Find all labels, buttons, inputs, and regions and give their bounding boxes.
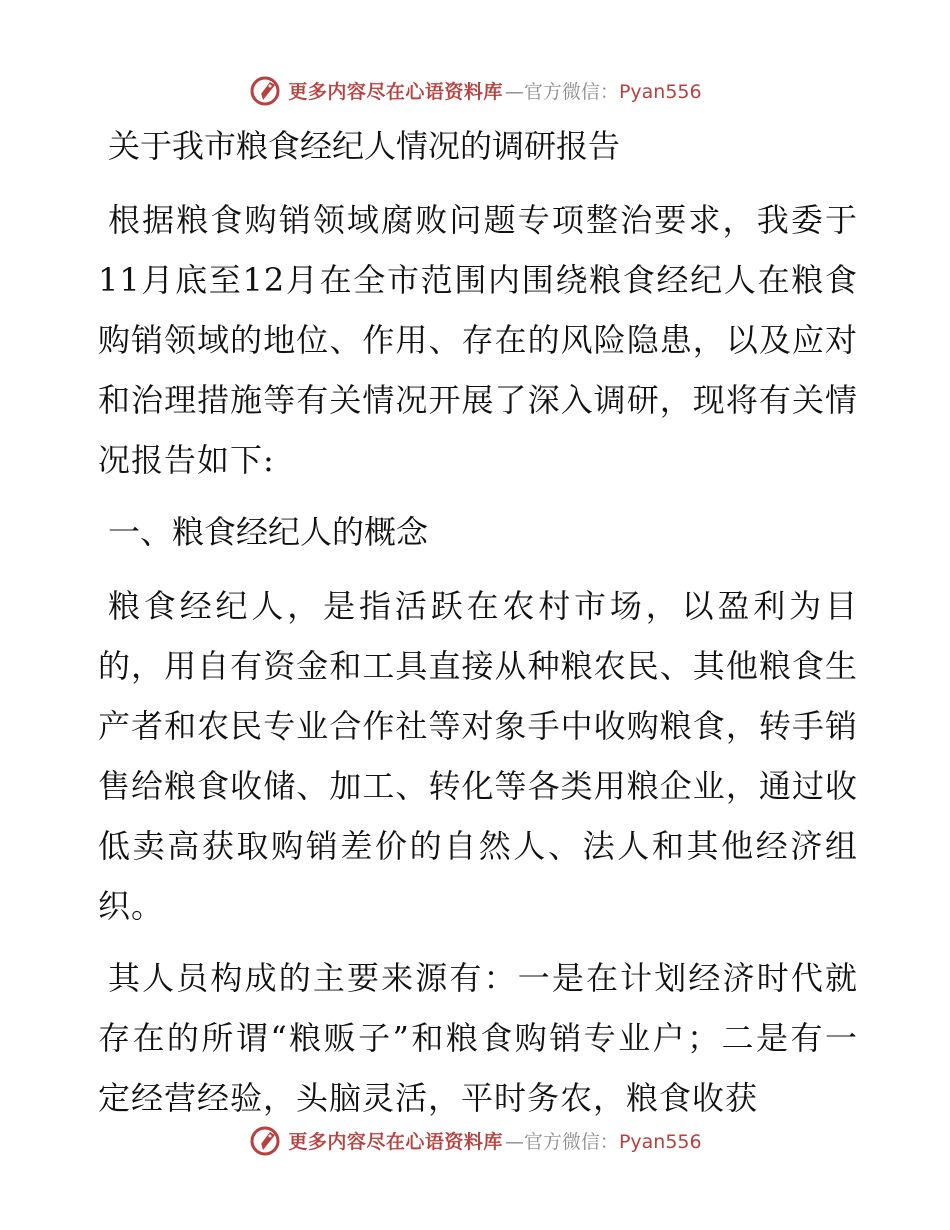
watermark-account: Pyan556 <box>618 1130 702 1153</box>
watermark-account: Pyan556 <box>618 80 702 103</box>
composition-paragraph: 其人员构成的主要来源有：一是在计划经济时代就存在的所谓“粮贩子”和粮食购销专业户；二是有一定经营经验，头脑灵活，平时务农，粮食收获 <box>98 959 858 1117</box>
watermark-main-text: 更多内容尽在心语资料库 <box>288 80 503 103</box>
watermark-official-label: 官方微信： <box>523 80 619 103</box>
watermark-separator: — <box>504 80 524 103</box>
document-body <box>98 122 858 1140</box>
watermark-official <box>505 77 702 104</box>
pen-nib-logo-icon <box>248 73 282 107</box>
definition-paragraph: 粮食经纪人，是指活跃在农村市场，以盈利为目的，用自有资金和工具直接从种粮农民、其他粮食生产者和农民专业合作社等对象手中收购粮食，转手销售给粮食收储、加工、转化等各类用粮企业，通过收低卖高获取购销差价的自然人、法人和其他经济组织。 <box>98 587 858 925</box>
watermark-official-label: 官方微信： <box>523 1130 619 1153</box>
watermark-banner-top <box>0 70 950 110</box>
pen-nib-logo-icon <box>248 1123 282 1157</box>
watermark-banner-bottom <box>0 1120 950 1160</box>
intro-paragraph: 根据粮食购销领域腐败问题专项整治要求，我委于11月底至12月在全市范围内围绕粮食经纪人在粮食购销领域的地位、作用、存在的风险隐患，以及应对和治理措施等有关情况开展了深入调研，现将有关情况报告如下: <box>98 201 858 479</box>
watermark-official <box>505 1127 702 1154</box>
watermark-main-text: 更多内容尽在心语资料库 <box>288 1130 503 1153</box>
watermark-separator: — <box>504 1130 524 1153</box>
section-heading: 一、粮食经纪人的概念 <box>108 513 429 551</box>
document-title: 关于我市粮食经纪人情况的调研报告 <box>108 127 621 165</box>
